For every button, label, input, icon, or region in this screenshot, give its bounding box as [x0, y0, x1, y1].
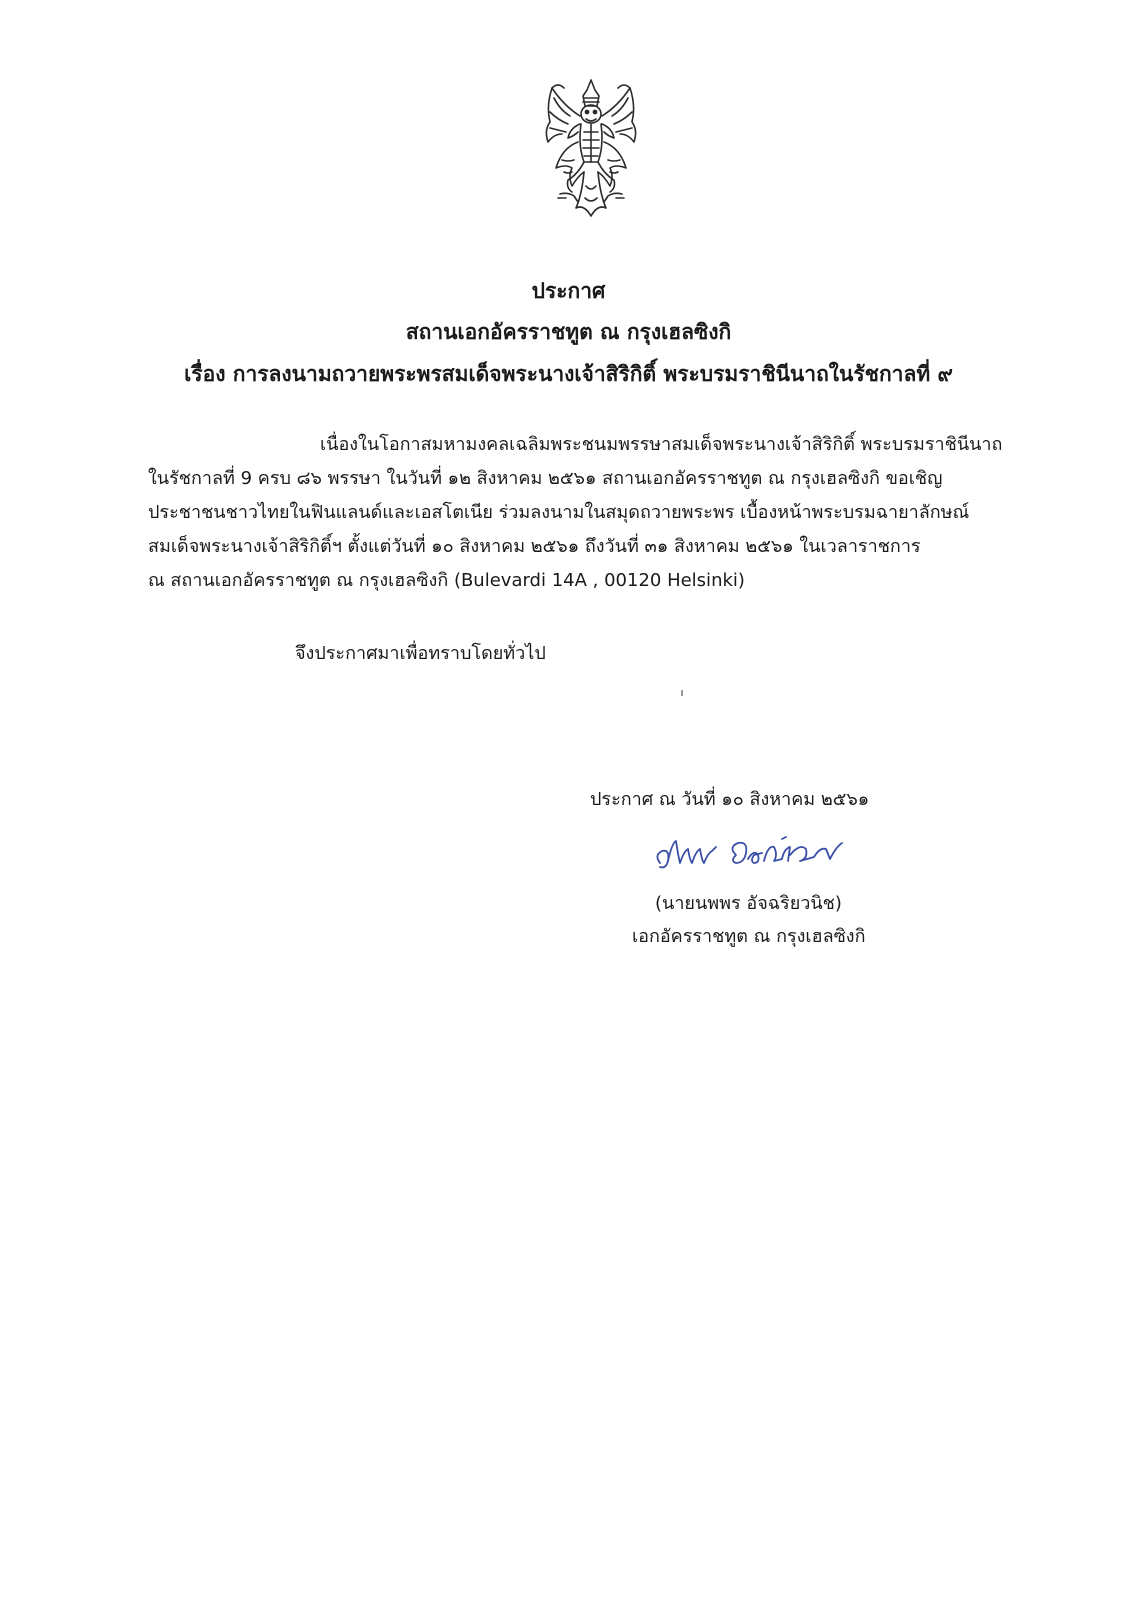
body-paragraph-line: ณ สถานเอกอัครราชทูต ณ กรุงเฮลซิงกิ (Bulevardi 14A , 00120 Helsinki) — [148, 570, 745, 591]
scan-speck — [681, 690, 683, 696]
body-paragraph-line: เนื่องในโอกาสมหามงคลเฉลิมพระชนมพรรษาสมเด็จพระนางเจ้าสิริกิติ์ พระบรมราชินีนาถ — [320, 434, 1003, 455]
garuda-emblem-icon — [538, 76, 644, 228]
announcement-date: ประกาศ ณ วันที่ ๑๐ สิงหาคม ๒๕๖๑ — [590, 789, 870, 810]
signer-name: (นายนพพร อัจฉริยวนิช) — [655, 893, 842, 914]
announcement-title: ประกาศ — [531, 279, 606, 303]
subject-line: เรื่อง การลงนามถวายพระพรสมเด็จพระนางเจ้าสิริกิติ์ พระบรมราชินีนาถในรัชกาลที่ ๙ — [184, 362, 953, 386]
signer-title: เอกอัครราชทูต ณ กรุงเฮลซิงกิ — [632, 926, 866, 947]
issuer-line: สถานเอกอัครราชทูต ณ กรุงเฮลซิงกิ — [405, 320, 732, 344]
body-paragraph-line: สมเด็จพระนางเจ้าสิริกิติ์ฯ ตั้งแต่วันที่ ๑๐ สิงหาคม ๒๕๖๑ ถึงวันที่ ๓๑ สิงหาคม ๒๕๖๑ ในเวลาราชการ — [148, 536, 921, 557]
closing-statement: จึงประกาศมาเพื่อทราบโดยทั่วไป — [295, 643, 546, 664]
body-paragraph-line: ในรัชกาลที่ 9 ครบ ๘๖ พรรษา ในวันที่ ๑๒ สิงหาคม ๒๕๖๑ สถานเอกอัครราชทูต ณ กรุงเฮลซิงกิ ขอเชิญ — [148, 468, 943, 489]
body-paragraph-line: ประชาชนชาวไทยในฟินแลนด์และเอสโตเนีย ร่วมลงนามในสมุดถวายพระพร เบื้องหน้าพระบรมฉายาลักษณ์ — [148, 502, 970, 523]
handwritten-signature — [650, 833, 860, 881]
